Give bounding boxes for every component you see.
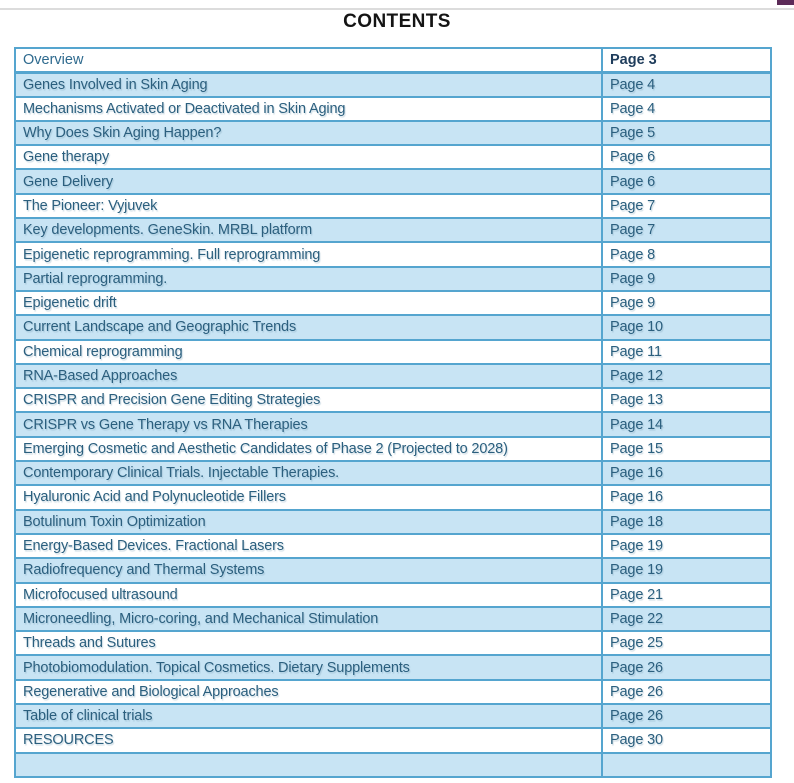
toc-row [15, 169, 771, 193]
toc-row [15, 97, 771, 121]
toc-entry-page: Page 26 [602, 655, 771, 679]
toc-row [15, 437, 771, 461]
toc-row [15, 558, 771, 582]
toc-entry-page: Page 4 [602, 97, 771, 121]
contents-table-body [15, 48, 771, 777]
toc-entry-page: Page 7 [602, 194, 771, 218]
toc-row [15, 218, 771, 242]
toc-entry-title: Radiofrequency and Thermal Systems [15, 558, 602, 582]
toc-entry-page: Page 10 [602, 315, 771, 339]
toc-row [15, 461, 771, 485]
toc-row [15, 267, 771, 291]
toc-entry-title: Key developments. GeneSkin. MRBL platform [15, 218, 602, 242]
toc-entry-page: Page 12 [602, 364, 771, 388]
toc-entry-title: Genes Involved in Skin Aging [15, 72, 602, 96]
toc-entry-page: Page 3 [602, 48, 771, 72]
toc-entry-page: Page 25 [602, 631, 771, 655]
toc-row [15, 121, 771, 145]
toc-entry-title [15, 753, 602, 777]
toc-entry-title: RNA-Based Approaches [15, 364, 602, 388]
toc-entry-title: Epigenetic drift [15, 291, 602, 315]
toc-row [15, 242, 771, 266]
toc-entry-page: Page 7 [602, 218, 771, 242]
toc-entry-title: RESOURCES [15, 728, 602, 752]
toc-entry-page: Page 4 [602, 72, 771, 96]
toc-entry-page: Page 16 [602, 485, 771, 509]
toc-entry-title: Contemporary Clinical Trials. Injectable Therapies. [15, 461, 602, 485]
toc-entry-page: Page 22 [602, 607, 771, 631]
toc-row [15, 583, 771, 607]
toc-entry-title: Table of clinical trials [15, 704, 602, 728]
toc-entry-title: Overview [15, 48, 602, 72]
toc-row [15, 291, 771, 315]
toc-entry-title: Regenerative and Biological Approaches [15, 680, 602, 704]
toc-entry-page: Page 14 [602, 412, 771, 436]
toc-entry-title: Energy-Based Devices. Fractional Lasers [15, 534, 602, 558]
toc-entry-title: Hyaluronic Acid and Polynucleotide Fillers [15, 485, 602, 509]
toc-row [15, 753, 771, 777]
toc-entry-page: Page 5 [602, 121, 771, 145]
toc-entry-page: Page 6 [602, 145, 771, 169]
toc-entry-title: CRISPR vs Gene Therapy vs RNA Therapies [15, 412, 602, 436]
toc-row [15, 145, 771, 169]
corner-accent-bar [777, 0, 794, 5]
toc-entry-page: Page 13 [602, 388, 771, 412]
toc-entry-page: Page 18 [602, 510, 771, 534]
toc-entry-title: Why Does Skin Aging Happen? [15, 121, 602, 145]
toc-row [15, 340, 771, 364]
toc-row [15, 485, 771, 509]
toc-entry-page: Page 8 [602, 242, 771, 266]
toc-row [15, 680, 771, 704]
toc-entry-title: CRISPR and Precision Gene Editing Strategies [15, 388, 602, 412]
toc-entry-title: Emerging Cosmetic and Aesthetic Candidates of Phase 2 (Projected to 2028) [15, 437, 602, 461]
toc-entry-title: Gene therapy [15, 145, 602, 169]
toc-row [15, 194, 771, 218]
toc-entry-title: Epigenetic reprogramming. Full reprogramming [15, 242, 602, 266]
top-divider-line [0, 8, 794, 10]
toc-entry-page: Page 26 [602, 680, 771, 704]
toc-row [15, 607, 771, 631]
toc-entry-page: Page 19 [602, 534, 771, 558]
toc-row [15, 704, 771, 728]
toc-entry-page: Page 26 [602, 704, 771, 728]
toc-entry-page [602, 753, 771, 777]
toc-entry-title: Chemical reprogramming [15, 340, 602, 364]
toc-row [15, 510, 771, 534]
toc-entry-page: Page 30 [602, 728, 771, 752]
toc-entry-title: Current Landscape and Geographic Trends [15, 315, 602, 339]
toc-entry-page: Page 9 [602, 291, 771, 315]
toc-entry-title: Gene Delivery [15, 169, 602, 193]
toc-entry-title: Threads and Sutures [15, 631, 602, 655]
toc-entry-title: Microneedling, Micro-coring, and Mechanical Stimulation [15, 607, 602, 631]
toc-entry-title: The Pioneer: Vyjuvek [15, 194, 602, 218]
page-title: CONTENTS [343, 11, 451, 32]
toc-entry-page: Page 21 [602, 583, 771, 607]
toc-row [15, 48, 771, 72]
toc-entry-title: Botulinum Toxin Optimization [15, 510, 602, 534]
toc-row [15, 364, 771, 388]
contents-table [14, 47, 772, 778]
toc-entry-title: Mechanisms Activated or Deactivated in Skin Aging [15, 97, 602, 121]
toc-row [15, 655, 771, 679]
toc-row [15, 412, 771, 436]
toc-row [15, 631, 771, 655]
toc-entry-title: Photobiomodulation. Topical Cosmetics. Dietary Supplements [15, 655, 602, 679]
toc-row [15, 388, 771, 412]
toc-entry-page: Page 19 [602, 558, 771, 582]
toc-row [15, 534, 771, 558]
toc-entry-page: Page 16 [602, 461, 771, 485]
toc-entry-page: Page 6 [602, 169, 771, 193]
toc-row [15, 72, 771, 96]
toc-entry-page: Page 11 [602, 340, 771, 364]
toc-row [15, 315, 771, 339]
toc-entry-title: Microfocused ultrasound [15, 583, 602, 607]
toc-entry-title: Partial reprogramming. [15, 267, 602, 291]
toc-row [15, 728, 771, 752]
toc-entry-page: Page 9 [602, 267, 771, 291]
toc-entry-page: Page 15 [602, 437, 771, 461]
